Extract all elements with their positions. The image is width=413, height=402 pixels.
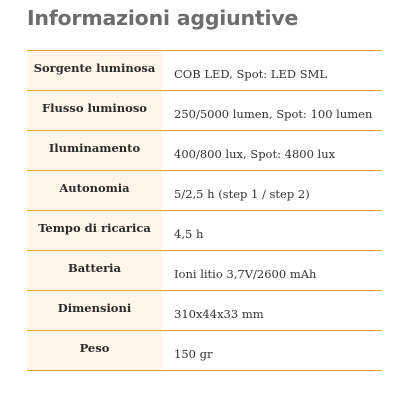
spec-label: Iluminamento — [27, 131, 162, 170]
spec-label: Peso — [27, 331, 162, 370]
spec-row-weight — [27, 331, 382, 371]
spec-row-illuminance — [27, 131, 382, 171]
spec-row-battery — [27, 251, 382, 291]
spec-value: 5/2,5 h (step 1 / step 2) — [174, 186, 310, 201]
spec-value: 4,5 h — [174, 226, 204, 241]
section-title: Informazioni aggiuntive — [27, 6, 299, 30]
spec-value: COB LED, Spot: LED SML — [174, 66, 327, 81]
spec-label: Sorgente luminosa — [27, 51, 162, 90]
spec-row-charge-time — [27, 211, 382, 251]
spec-label: Flusso luminoso — [27, 91, 162, 130]
spec-value: 150 gr — [174, 346, 213, 361]
spec-row-dimensions — [27, 291, 382, 331]
spec-label: Tempo di ricarica — [27, 211, 162, 250]
spec-row-autonomy — [27, 171, 382, 211]
spec-value: 250/5000 lumen, Spot: 100 lumen — [174, 106, 373, 121]
spec-row-luminous-flux — [27, 91, 382, 131]
spec-value: 400/800 lux, Spot: 4800 lux — [174, 146, 336, 161]
spec-label: Autonomia — [27, 171, 162, 210]
spec-value: Ioni litio 3,7V/2600 mAh — [174, 266, 317, 281]
spec-label: Dimensioni — [27, 291, 162, 330]
spec-value: 310x44x33 mm — [174, 306, 264, 321]
spec-row-light-source — [27, 51, 382, 91]
spec-label: Batteria — [27, 251, 162, 290]
specs-table — [27, 50, 382, 371]
